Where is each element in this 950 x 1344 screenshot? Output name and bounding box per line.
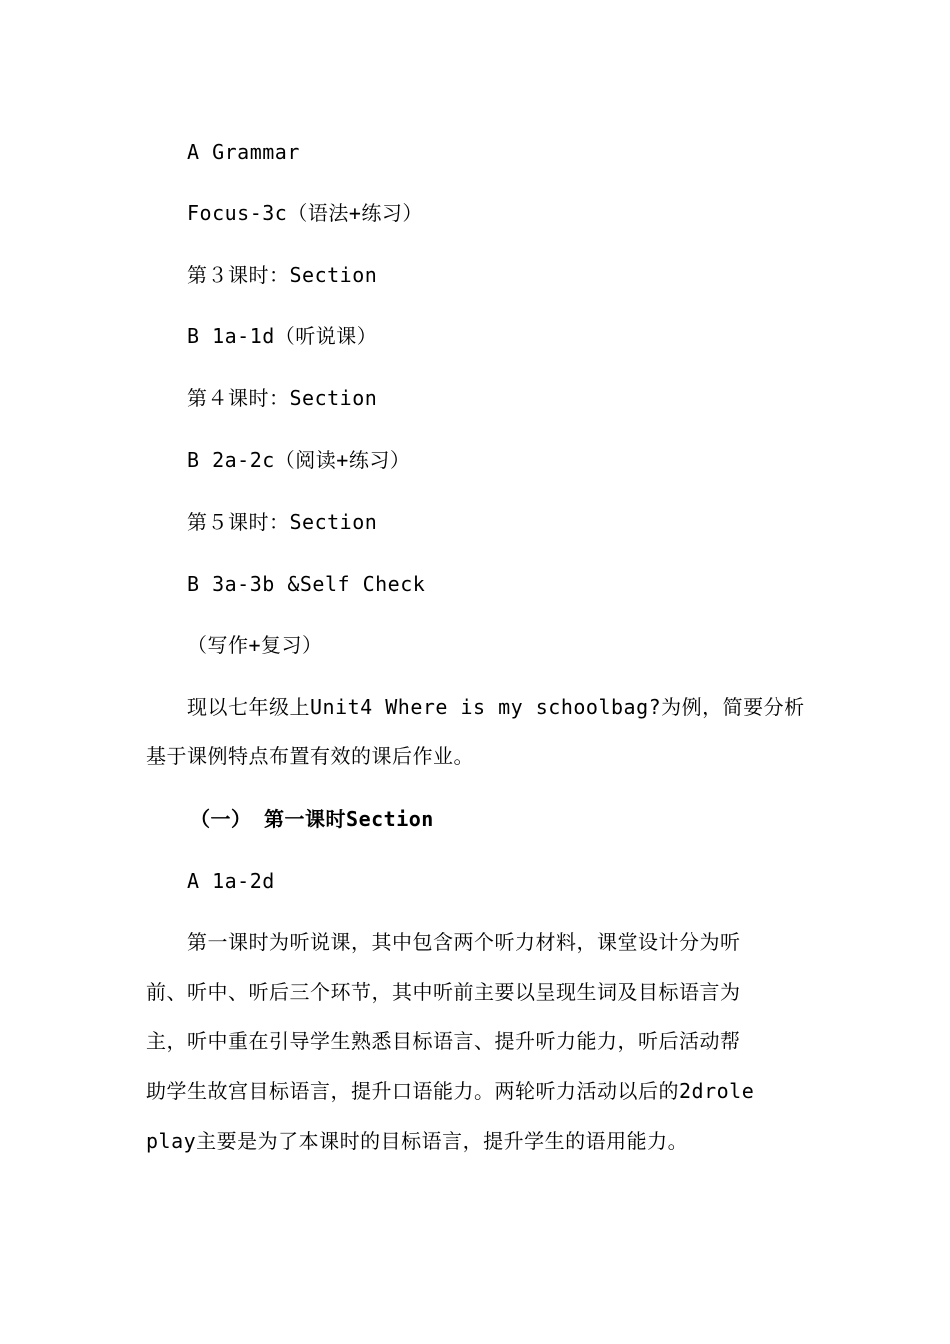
lesson-line-6: B 2a-2c（阅读+练习） <box>187 448 411 472</box>
section-heading: （一） 第一课时Section <box>190 807 434 831</box>
body-paragraph-line-3: 主，听中重在引导学生熟悉目标语言、提升听力能力，听后活动帮 <box>146 1029 741 1053</box>
body-paragraph-line-4: 助学生故宫目标语言，提升口语能力。两轮听力活动以后的2drole <box>146 1079 755 1103</box>
intro-paragraph-line-2: 基于课例特点布置有效的课后作业。 <box>146 744 474 768</box>
lesson-line-4: B 1a-1d（听说课） <box>187 324 378 348</box>
lesson-line-5: 第４课时：Section <box>187 386 378 410</box>
lesson-line-2: Focus-3c（语法+练习） <box>187 201 423 225</box>
lesson-line-8: B 3a-3b &Self Check <box>187 572 426 596</box>
section-subheading: A 1a-2d <box>187 869 275 893</box>
body-paragraph-line-2: 前、听中、听后三个环节，其中听前主要以呈现生词及目标语言为 <box>146 980 741 1004</box>
lesson-line-9: （写作+复习） <box>187 633 323 657</box>
body-paragraph-line-1: 第一课时为听说课，其中包含两个听力材料，课堂设计分为听 <box>187 930 741 954</box>
lesson-line-3: 第３课时：Section <box>187 263 378 287</box>
intro-paragraph-line-1: 现以七年级上Unit4 Where is my schoolbag?为例，简要分析 <box>187 695 805 719</box>
body-paragraph-line-5: play主要是为了本课时的目标语言，提升学生的语用能力。 <box>146 1129 689 1153</box>
lesson-line-1: A Grammar <box>187 140 300 164</box>
lesson-line-7: 第５课时：Section <box>187 510 378 534</box>
